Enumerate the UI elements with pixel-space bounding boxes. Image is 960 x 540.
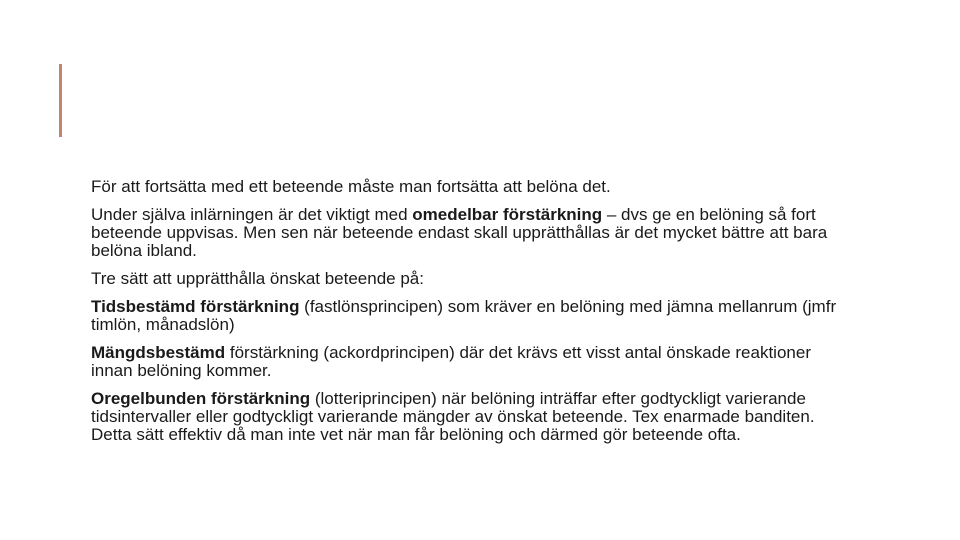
text-run: Tre sätt att upprätthålla önskat beteende på: (91, 269, 424, 288)
accent-bar (59, 64, 62, 137)
paragraph (91, 344, 851, 380)
bold-text-run: Oregelbunden förstärkning (91, 389, 311, 408)
paragraph (91, 390, 851, 444)
paragraph (91, 270, 851, 288)
paragraph (91, 298, 851, 334)
bold-text-run: Tidsbestämd förstärkning (91, 297, 300, 316)
paragraph (91, 206, 851, 260)
slide-body (91, 178, 851, 454)
text-run: – dvs ge en belöning så fort beteende uppvisas. Men sen när beteende endast skall upprätthållas är det mycket bättre att bara belöna ibland. (91, 205, 828, 260)
text-run: Under själva inlärningen är det viktigt med (91, 205, 413, 224)
bold-text-run: Mängdsbestämd (91, 343, 226, 362)
paragraph (91, 178, 851, 196)
text-run: förstärkning (ackordprincipen) där det krävs ett visst antal önskade reaktioner innan belöning kommer. (91, 343, 811, 380)
text-run: För att fortsätta med ett beteende måste man fortsätta att belöna det. (91, 177, 611, 196)
text-run: (lotteriprincipen) när belöning inträffar efter godtyckligt varierande tidsintervaller eller godtyckligt varierande mängder av önskat beteende. Tex enarmade banditen. Detta sätt effektiv då man inte vet när man får belöning och därmed gör beteende ofta. (91, 389, 815, 444)
bold-text-run: omedelbar förstärkning (412, 205, 603, 224)
text-run: (fastlönsprincipen) som kräver en belöning med jämna mellanrum (jmfr timlön, månadslön) (91, 297, 837, 334)
